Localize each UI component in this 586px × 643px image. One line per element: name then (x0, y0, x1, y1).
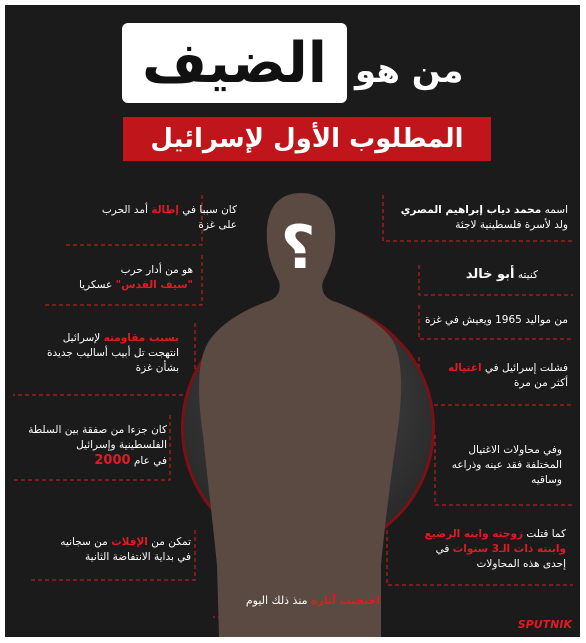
fact-escape-line2: في بداية الانتفاضة الثانية (85, 551, 191, 563)
fact-name-line2: ولد لأسرة فلسطينية لاجئة (455, 219, 568, 231)
fact-disappeared (220, 593, 380, 608)
fact-family-part: كما قتلت (523, 528, 566, 540)
fact-resistance-line3: بشأن غزة (135, 362, 179, 374)
fact-injuries-line2: المختلفة فقد عينه وذراعه (451, 459, 562, 471)
fact-escape-highlight: الإفلات (111, 536, 148, 548)
fact-resistance-line2: انتهجت تل أبيب أساليب جديدة (46, 347, 179, 359)
fact-injuries-line3: وساقيه (531, 474, 562, 486)
fact-nickname-part: كنيته (514, 269, 538, 281)
fact-assassination-line2: أكثر من مرة (513, 377, 568, 389)
fact-deal-year: 2000 (94, 453, 131, 468)
title-prefix: من هو (355, 51, 464, 91)
fact-disappeared-highlight: احتجبت آثاره (311, 594, 380, 607)
fact-family-line3: إحدى هذه المحاولات (476, 558, 566, 570)
fact-war-highlight: إطالة (151, 204, 179, 216)
fact-name (383, 203, 568, 233)
fact-family (386, 527, 566, 572)
fact-escape-part: تمكن من (147, 536, 191, 548)
fact-family-highlight2: وابنته ذات الـ3 سنوات (452, 543, 566, 555)
fact-deal-line2: الفلسطينية وإسرائيل (76, 439, 167, 451)
fact-war (77, 203, 237, 233)
fact-escape-part2: من سجانيه (60, 536, 112, 548)
fact-injuries-line1: وفي محاولات الاغتيال (468, 444, 562, 456)
fact-resistance-part: لإسرائيل (62, 332, 104, 344)
fact-sword-line1: هو من أدار حرب (120, 264, 193, 276)
title-name-box (122, 23, 347, 103)
fact-deal-line1: كان جزءا من صفقة بين السلطة (28, 424, 167, 436)
sputnik-logo: SPUTNIK (517, 618, 572, 631)
question-mark-icon: ؟ (280, 213, 316, 283)
fact-resistance (19, 331, 179, 376)
subtitle-banner (123, 117, 491, 161)
fact-nickname-highlight: أبو خالد (465, 267, 515, 282)
fact-sword-highlight: "سيف القدس" (115, 279, 193, 291)
fact-assassination (418, 361, 568, 391)
fact-nickname (398, 267, 538, 283)
fact-birth (408, 313, 568, 328)
fact-name-part: اسمه (541, 204, 568, 216)
fact-name-highlight: محمد دياب إبراهيم المصري (400, 204, 542, 216)
fact-war-part: كان سببا في (178, 204, 237, 216)
fact-sword-part: عسكريا (78, 279, 116, 291)
fact-deal-part: في عام (130, 455, 167, 467)
fact-family-part2: في (435, 543, 453, 555)
fact-escape (31, 535, 191, 565)
title-name: الضيف (142, 30, 327, 96)
fact-assassination-highlight: اغتياله (447, 362, 482, 374)
infographic-card (5, 5, 580, 637)
fact-injuries (432, 443, 562, 488)
subtitle-text: المطلوب الأول لإسرائيل (150, 124, 464, 154)
fact-disappeared-part: منذ ذلك اليوم (245, 594, 312, 607)
fact-war-line2: على غزة (198, 219, 237, 231)
fact-war-part2: أمد الحرب (101, 204, 152, 216)
fact-resistance-highlight: بسبب مقاومته (103, 332, 179, 344)
fact-birth-text: من مواليد 1965 ويعيش في غزة (424, 314, 568, 326)
fact-deal (19, 423, 167, 469)
fact-family-highlight1: زوجته وابنه الرضيع (424, 528, 524, 540)
fact-assassination-part: فشلت إسرائيل في (481, 362, 568, 374)
fact-sword (53, 263, 193, 293)
